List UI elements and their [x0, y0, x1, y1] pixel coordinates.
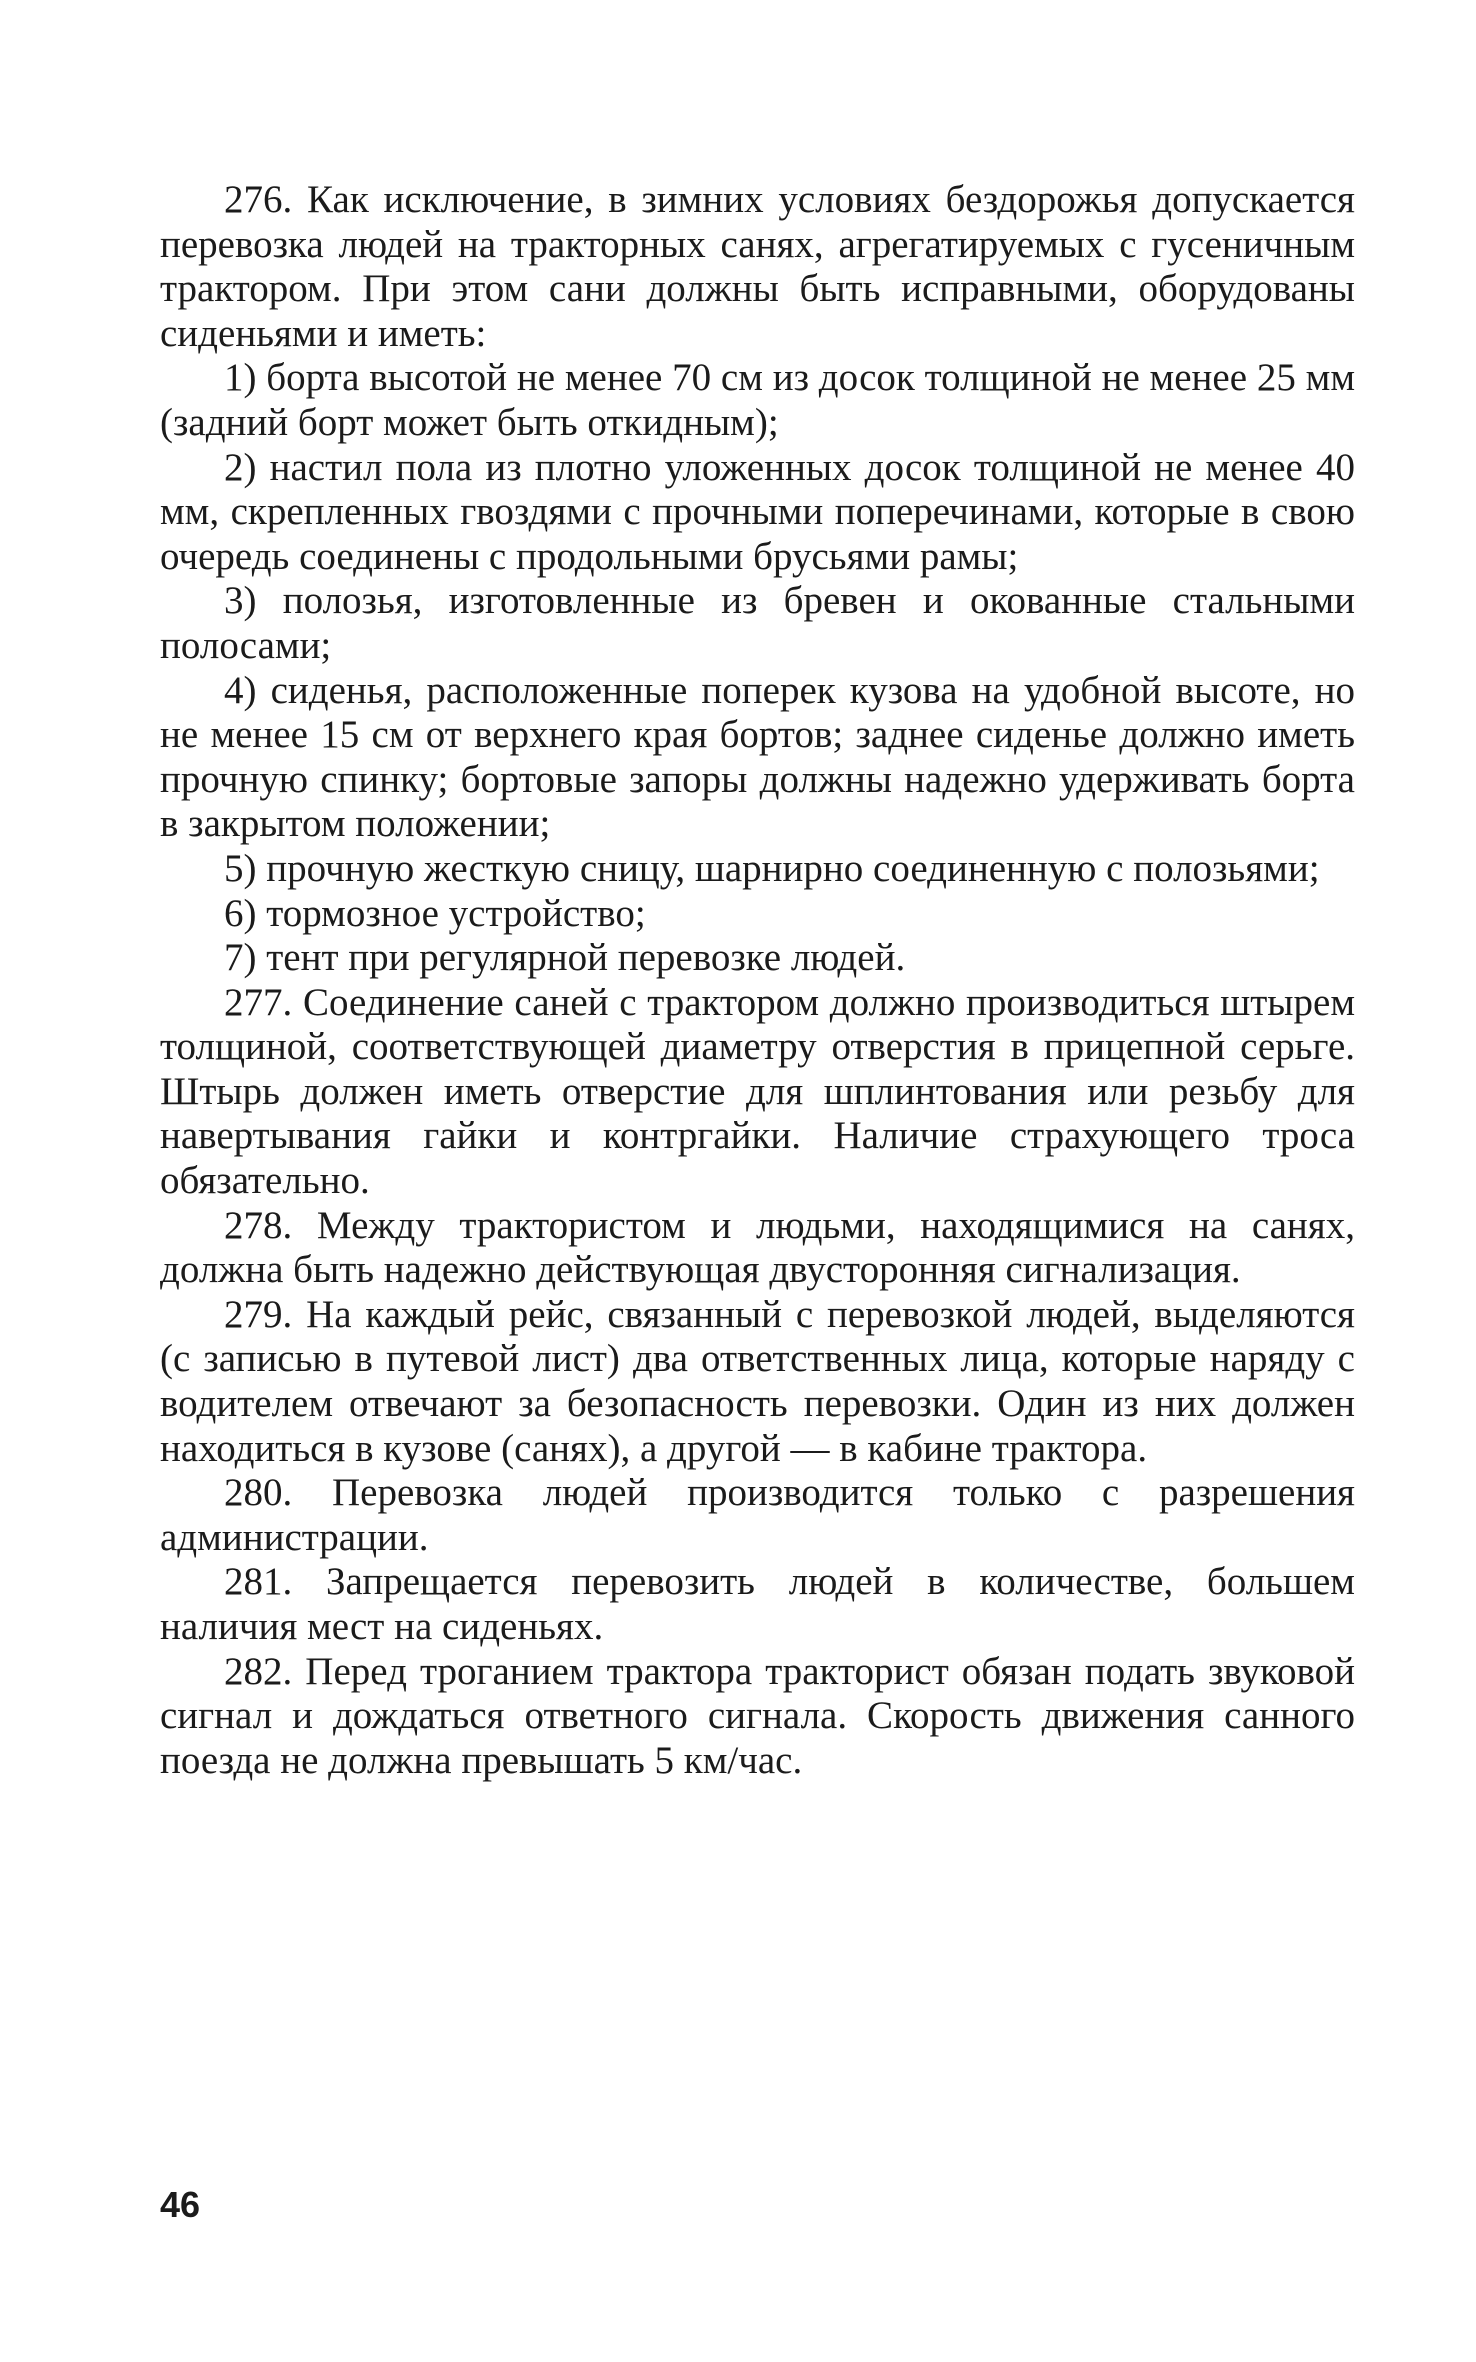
list-item-7: 7) тент при регулярной перевозке людей.: [224, 936, 906, 980]
paragraph-281: 281. Запрещается перевозить людей в количестве, большем наличия мест на сиденьях.: [160, 1560, 1355, 1648]
list-item-5: 5) прочную жесткую сницу, шарнирно соединенную с полозьями;: [224, 846, 1320, 890]
list-item-6: 6) тормозное устройство;: [224, 891, 646, 935]
page-number: 46: [160, 2184, 201, 2225]
paragraph-280: 280. Перевозка людей производится только с разрешения администрации.: [160, 1471, 1355, 1559]
paragraph-279: 279. На каждый рейс, связанный с перевозкой людей, выделяются (с записью в путевой лист) два ответственных лица, которые наряду с водителем отвечают за безопасность перевозки. Один из них должен находиться в кузове (санях), а другой — в кабине трактора.: [160, 1292, 1355, 1470]
list-item-2: 2) настил пола из плотно уложенных досок толщиной не менее 40 мм, скрепленных гвоздями с прочными поперечинами, которые в свою очередь соединены с продольными брусьями рамы;: [160, 445, 1355, 578]
paragraph-277: 277. Соединение саней с трактором должно производиться штырем толщиной, соответствующей диаметру отверстия в прицепной серьге. Штырь должен иметь отверстие для шплинтования или резьбу для навертывания гайки и контргайки. Наличие страхующего троса обязательно.: [160, 980, 1355, 1203]
list-item-4: 4) сиденья, расположенные поперек кузова на удобной высоте, но не менее 15 см от верхнего края бортов; заднее сиденье должно иметь прочную спинку; бортовые запоры должны надежно удерживать борта в закрытом положении;: [160, 668, 1355, 846]
body-text: [160, 178, 1355, 1783]
paragraph-282: 282. Перед троганием трактора тракторист обязан подать звуковой сигнал и дождаться ответного сигнала. Скорость движения санного поезда не должна превышать 5 км/час.: [160, 1649, 1355, 1782]
paragraph-276: 276. Как исключение, в зимних условиях бездорожья допускается перевозка людей на тракторных санях, агрегатируемых с гусеничным трактором. При этом сани должны быть исправными, оборудованы сиденьями и иметь:: [160, 178, 1355, 355]
list-item-1: 1) борта высотой не менее 70 см из досок толщиной не менее 25 мм (задний борт может быть откидным);: [160, 356, 1355, 444]
paragraph-278: 278. Между трактористом и людьми, находящимися на санях, должна быть надежно действующая двусторонняя сигнализация.: [160, 1203, 1355, 1292]
list-item-3: 3) полозья, изготовленные из бревен и окованные стальными полосами;: [160, 579, 1355, 667]
